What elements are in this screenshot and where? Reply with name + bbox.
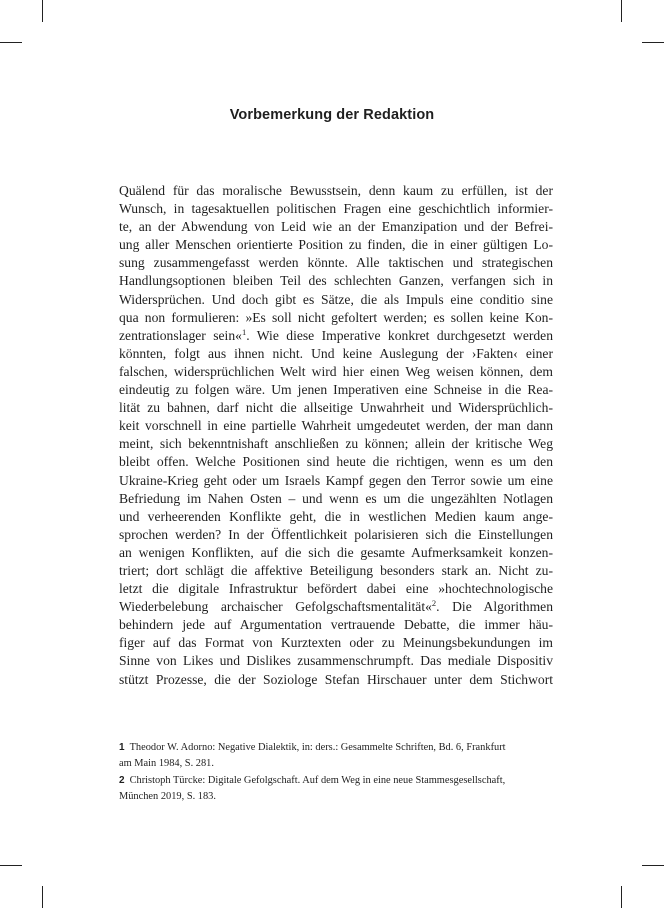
text-line: keit vorschnell in eine partielle Wahrheit umgedeutet werden, der man dann	[119, 418, 553, 434]
footnotes	[119, 740, 553, 806]
crop-mark	[621, 886, 622, 908]
text-line: könnten, folgt aus ihnen nicht. Und keine Auslegung der ›Fakten‹ einer	[119, 345, 553, 361]
text-line: Sinne von Likes und Dislikes zusammenschrumpft. Das mediale Dispositiv	[119, 653, 553, 669]
text-line: Widersprüchen. Und doch gibt es Sätze, die als Impuls eine conditio sine	[119, 291, 553, 307]
text-line: Befriedung im Nahen Osten – und wenn es um die ungezählten Notlagen	[119, 490, 553, 506]
text-line: sprochen werden? In der Öffentlichkeit polarisieren sich die Einstellungen	[119, 526, 553, 542]
text-line: Quälend für das moralische Bewusstsein, denn kaum zu erfüllen, ist der	[119, 183, 553, 198]
text-line: bleibt offen. Welche Positionen sind heute die richtigen, wenn es um den	[119, 454, 553, 470]
text-segment: Wiederbelebung archaischer Gefolgschaftsmentalität«	[119, 599, 432, 615]
footnote-ref-2[interactable]: 2	[431, 598, 437, 609]
text-line: ung aller Menschen orientierte Position zu finden, die in einer gültigen Lo-	[119, 237, 553, 253]
text-line: lität zu bahnen, darf nicht die allseitige Unwahrheit und Widersprüchlich-	[119, 400, 553, 416]
footnote-number: 2	[119, 775, 125, 787]
crop-mark	[642, 42, 664, 43]
text-segment: . Die Algorithmen	[436, 599, 553, 615]
text-line: triert; dort schlägt die affektive Beteiligung besonders stark an. Nicht zu-	[119, 562, 553, 578]
footnote-line	[119, 773, 553, 789]
footnote-number: 1	[119, 742, 125, 753]
text-line: an wenigen Konflikten, auf die sich die gesamte Aufmerksamkeit konzen-	[119, 544, 553, 560]
footnote-line: am Main 1984, S. 281.	[119, 757, 214, 769]
footnote-text: Theodor W. Adorno: Negative Dialektik, in: ders.: Gesammelte Schriften, Bd. 6, Frankfurt	[129, 742, 506, 753]
text-line: Handlungsoptionen bleiben Teil des schlechten Ganzen, verfangen sich in	[119, 273, 553, 289]
text-line: falschen, widersprüchlichen Welt wird hier einen Weg weisen können, dem	[119, 363, 553, 379]
text-line: letzt die digitale Infrastruktur befördert dabei eine »hochtechnologische	[119, 581, 553, 597]
footnote-1	[119, 740, 553, 771]
page-title: Vorbemerkung der Redaktion	[229, 107, 435, 123]
text-line	[119, 598, 553, 616]
text-segment: . Wie diese Imperative konkret durchgesetzt werden	[246, 327, 554, 343]
footnote-line: München 2019, S. 183.	[119, 790, 216, 802]
crop-mark	[642, 865, 664, 866]
text-line: behindern jede auf Argumentation vertrauende Debatte, die immer häu-	[119, 617, 553, 633]
body-text	[119, 182, 553, 689]
text-line: stützt Prozesse, die der Soziologe Stefan Hirschauer unter dem Stichwort	[119, 671, 553, 687]
text-line: und verheerenden Konflikte geht, die in westlichen Medien kaum ange-	[119, 508, 553, 524]
crop-mark	[0, 865, 22, 866]
text-line: eindeutig zu folgen wäre. Um jenen Imperativen eine Schneise in die Rea-	[119, 382, 553, 398]
text-line: qua non formulieren: »Es soll nicht gefoltert werden; es sollen keine Kon-	[119, 309, 553, 325]
footnote-ref-1[interactable]: 1	[241, 326, 247, 337]
footnote-text: Christoph Türcke: Digitale Gefolgschaft. Auf dem Weg in eine neue Stammesgesellschaft,	[129, 775, 506, 787]
crop-mark	[42, 886, 43, 908]
text-line: meint, sich bekenntnishaft anschließen zu können; allein der kritische Weg	[119, 436, 553, 452]
crop-mark	[42, 0, 43, 22]
text-line: te, an der Abwendung von Leid wie an der Emanzipation und der Befrei-	[119, 219, 553, 235]
text-line: sung zusammengefasst werden könnte. Alle taktischen und strategischen	[119, 255, 553, 271]
crop-mark	[621, 0, 622, 22]
footnote-2	[119, 773, 553, 804]
text-line: Wunsch, in tagesaktuellen politischen Fragen eine geschichtlich informier-	[119, 201, 553, 217]
text-line: Ukraine-Krieg geht oder um Israels Kampf gegen den Terror sowie um eine	[119, 472, 553, 488]
footnote-line	[119, 740, 553, 756]
text-line: figer auf das Format von Kurztexten oder zu Meinungsbekundungen im	[119, 635, 553, 651]
crop-mark	[0, 42, 22, 43]
text-line	[119, 327, 553, 345]
text-segment: zentrationslager sein«	[119, 327, 242, 343]
